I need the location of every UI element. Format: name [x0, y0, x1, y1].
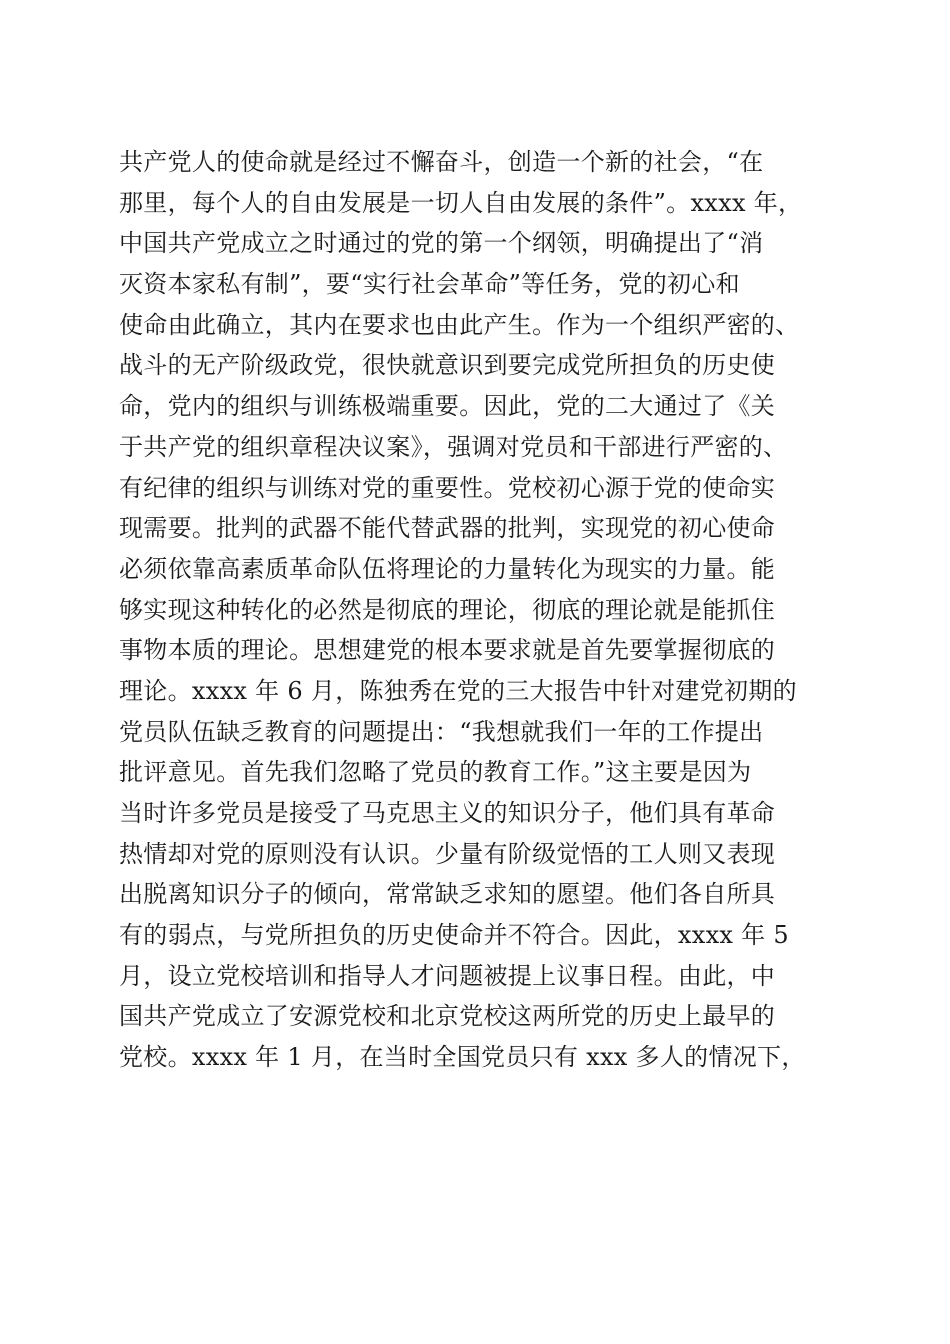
text-line: 使命由此确立，其内在要求也由此产生。作为一个组织严密的、	[119, 310, 800, 339]
text-line: 理论。xxxx 年 6 月，陈独秀在党的三大报告中针对建党初期的	[119, 676, 797, 705]
text-line: 批评意见。首先我们忽略了党员的教育工作。”这主要是因为	[119, 758, 752, 787]
text-line: 月，设立党校培训和指导人才问题被提上议事日程。由此，中	[119, 961, 776, 990]
text-line: 有纪律的组织与训练对党的重要性。党校初心源于党的使命实	[119, 473, 776, 502]
text-line: 当时许多党员是接受了马克思主义的知识分子，他们具有革命	[119, 799, 776, 827]
text-line: 国共产党成立了安源党校和北京党校这两所党的历史上最早的	[119, 1002, 776, 1031]
text-line: 党校。xxxx 年 1 月，在当时全国党员只有 xxx 多人的情况下，	[119, 1043, 806, 1072]
text-line: 有的弱点，与党所担负的历史使命并不符合。因此，xxxx 年 5	[119, 921, 789, 950]
text-line: 于共产党的组织章程决议案》，强调对党员和干部进行严密的、	[119, 432, 788, 461]
text-line: 共产党人的使命就是经过不懈奋斗，创造一个新的社会，“在	[119, 148, 764, 176]
text-line: 出脱离知识分子的倾向，常常缺乏求知的愿望。他们各自所具	[119, 880, 776, 909]
text-line: 现需要。批判的武器不能代替武器的批判，实现党的初心使命	[119, 514, 776, 543]
text-line: 必须依靠高素质革命队伍将理论的力量转化为现实的力量。能	[119, 554, 776, 583]
text-line: 战斗的无产阶级政党，很快就意识到要完成党所担负的历史使	[119, 351, 776, 380]
text-line: 够实现这种转化的必然是彻底的理论，彻底的理论就是能抓住	[119, 595, 776, 624]
text-line: 命，党内的组织与训练极端重要。因此，党的二大通过了《关	[119, 392, 776, 421]
text-line: 中国共产党成立之时通过的党的第一个纲领，明确提出了“消	[119, 229, 764, 258]
text-line: 事物本质的理论。思想建党的根本要求就是首先要掌握彻底的	[119, 636, 776, 665]
text-line: 灭资本家私有制”，要“实行社会革命”等任务，党的初心和	[119, 270, 740, 299]
text-line: 那里，每个人的自由发展是一切人自由发展的条件”。xxxx 年，	[119, 188, 803, 217]
text-line: 热情却对党的原则没有认识。少量有阶级觉悟的工人则又表现	[119, 839, 776, 868]
body-paragraph	[119, 142, 839, 1078]
text-line: 党员队伍缺乏教育的问题提出：“我想就我们一年的工作提出	[119, 717, 764, 746]
